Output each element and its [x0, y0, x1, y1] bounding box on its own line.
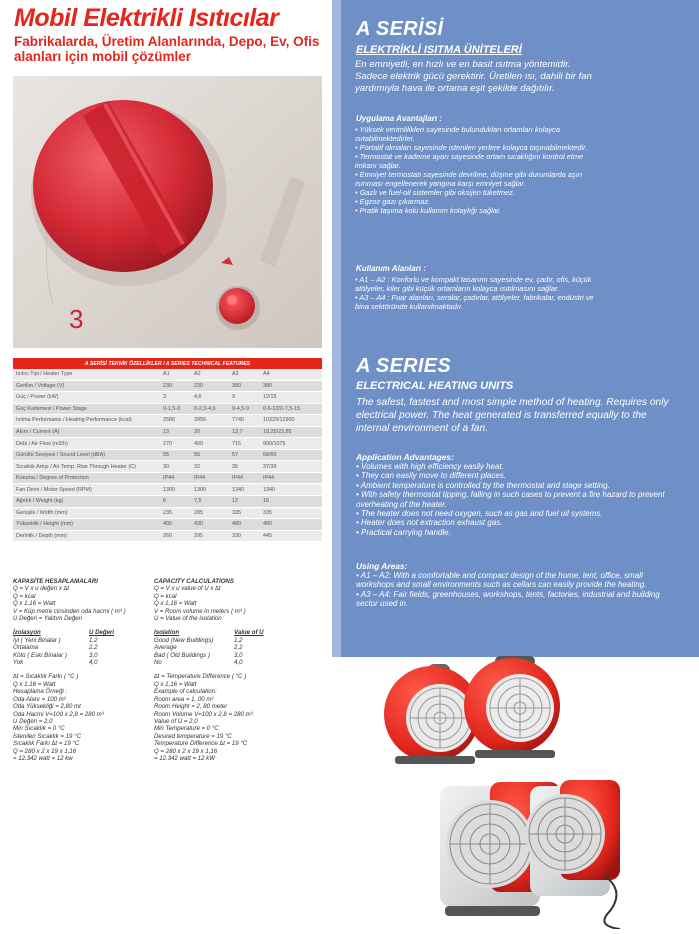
formula-line: Q = kcal: [13, 592, 36, 600]
cell-value: 400: [191, 438, 229, 450]
cell-value: 335: [260, 507, 322, 519]
list-item: • A1 – A2 : Konforlu ve kompakt tasarımı sayesinde ev, çadır, ofis, küçük atölyeler, kiler gibi küçük ortamların kolayca ısıtılmasını sağlar.: [355, 275, 592, 293]
table-row: [13, 461, 322, 473]
u-value: 4,0: [234, 659, 243, 667]
cell-value: 55: [191, 449, 229, 461]
heater-a2: [464, 656, 560, 758]
cell-value: 2580: [160, 415, 191, 427]
cell-value: 12: [229, 496, 260, 508]
u-value: 2,2: [89, 644, 98, 652]
u-value: 1,2: [234, 636, 243, 644]
cell-value: 330: [229, 530, 260, 542]
cell-value: 4,6: [191, 392, 229, 404]
tr-advantages-list: [355, 125, 595, 215]
calc-line: Oda Yüksekliği = 2,80 mt: [13, 703, 81, 711]
calc-line: Temperature Difference ∆t = 19 °C: [154, 740, 248, 748]
tr-section-intro: En emniyetli, en hızlı ve en basit ısıtma yöntemidir. Sadece elektrik gücü gerektirir. Üretilen ısı, dahili bir fan yardımıyla hava ile ortama eşit şekilde dağıtılır.: [355, 59, 592, 95]
table-row: [13, 484, 322, 496]
list-item: • Heater does not extraction exhaust gas.: [356, 518, 503, 528]
cell-value: 295: [191, 530, 229, 542]
cell-value: 1340: [229, 484, 260, 496]
panel-stripe: [332, 0, 341, 657]
list-item: • The heater does not need oxygen, such as gas and fuel oil systems.: [356, 509, 603, 519]
cell-value: 6: [160, 496, 191, 508]
iso-head-en-1: Value of U: [234, 629, 264, 637]
calc-line: Desired temperature = 19 °C: [154, 732, 232, 740]
calc-line: Sıcaklık Farkı ∆t = 19 °C: [13, 740, 80, 748]
calc-line: Q = 280 x 2 x 19 x 1,16: [154, 747, 218, 755]
cell-value: 400: [160, 519, 191, 531]
row-label: Ağırlık / Weight (kg): [13, 496, 160, 508]
cell-value: A2: [191, 369, 229, 380]
formula-line: V = Room volume in meters ( m³ ): [154, 607, 246, 615]
list-item: • Pratik taşıma kolu kullanım kolaylığı sağlar.: [355, 206, 502, 215]
u-value: 1,2: [89, 636, 98, 644]
cell-value: 3956: [191, 415, 229, 427]
cell-value: IP44: [191, 472, 229, 484]
cell-value: 55: [160, 449, 191, 461]
tr-section-subtitle: ELEKTRİKLİ ISITMA ÜNİTELERİ: [356, 44, 522, 56]
calc-line: Room Volume V=100 x 2,8 = 280 m³: [154, 710, 253, 718]
u-value: 3,0: [234, 651, 243, 659]
row-label: Güç / Power (kW): [13, 392, 160, 404]
table-row: [13, 369, 322, 380]
cell-value: 335: [229, 507, 260, 519]
en-section-title: A SERIES: [356, 355, 452, 377]
calc-line: Min Sıcaklık = 0 °C: [13, 725, 65, 733]
en-use-heading: Using Areas:: [356, 561, 408, 571]
cell-value: 35: [229, 461, 260, 473]
cell-value: 445: [260, 530, 322, 542]
calc-line: Example of calculation:: [154, 688, 217, 696]
isolation-type: Bad ( Old Buildings ): [154, 651, 210, 659]
row-label: Koruma / Degree of Protection: [13, 472, 160, 484]
list-item: • Ambient temperature is controlled by the thermostat and stage setting.: [356, 480, 610, 490]
list-item: • Portatif olmaları sayesinde istenilen yerlere kolayca taşınabilmektedir.: [355, 143, 588, 152]
calc-line: Room area = 1, 00 m²: [154, 695, 214, 703]
list-item: • Egzoz gazı çıkarmaz.: [355, 197, 431, 206]
row-label: Derinlik / Depth (mm): [13, 530, 160, 542]
formula-line: Q x 1,16 = Watt: [13, 600, 56, 608]
table-row: [13, 530, 322, 542]
cell-value: 1300: [160, 484, 191, 496]
cell-value: 13: [160, 426, 191, 438]
formula-line: U Değeri = Yalıtım Değeri: [13, 615, 83, 623]
cell-value: 285: [191, 507, 229, 519]
u-value: 2,2: [234, 644, 243, 652]
heater-products-image: [340, 656, 699, 929]
cell-value: 480: [229, 519, 260, 531]
cell-value: 16: [260, 496, 322, 508]
tr-use-heading: Kullanım Alanları :: [356, 264, 426, 273]
cell-value: 260: [160, 530, 191, 542]
cell-value: 20: [191, 426, 229, 438]
cell-value: 7740: [229, 415, 260, 427]
tr-uses-list: [355, 275, 595, 311]
capacity-calc-tr: [13, 578, 153, 762]
table-row: [13, 507, 322, 519]
formula-line: Q = V x u value of U x ∆t: [154, 585, 221, 593]
isolation-type: No: [154, 659, 162, 667]
table-row: [13, 496, 322, 508]
isolation-type: Average: [154, 644, 177, 652]
cell-value: 10320/12900: [260, 415, 322, 427]
table-row: [13, 380, 322, 392]
cell-value: 30: [160, 461, 191, 473]
iso-head-tr-1: U Değeri: [89, 629, 115, 637]
list-item: • Emniyet termostatı sayesinde devrilme, düşme gibi durumlarda aşırı ısınması engellenerek yangına karşı emniyet sağlar.: [355, 170, 583, 188]
formula-line: Q x 1,16 = Watt: [154, 600, 197, 608]
en-advantages-list: [356, 462, 668, 537]
isolation-type: Good (New Buildings): [154, 636, 214, 644]
cell-value: 235: [160, 507, 191, 519]
list-item: • They can easily move to different places.: [356, 471, 506, 481]
formula-line: V = Küp metre cinsinden oda hacmi ( m³ ): [13, 607, 126, 615]
cell-value: 37/39: [260, 461, 322, 473]
calc-line: Oda Hacmi V=100 x 2,8 = 280 m³: [13, 710, 104, 718]
capacity-calc-en: [154, 578, 324, 762]
calc-line: Q x 1,16 = Watt: [154, 680, 197, 688]
formula-line: Q = V x u değeri x ∆t: [13, 585, 70, 593]
calc-line: Q = 280 x 2 x 19 x 1,16: [13, 747, 77, 755]
dial-number: 3: [69, 304, 84, 334]
cell-value: 57: [229, 449, 260, 461]
cell-value: A1: [160, 369, 191, 380]
table-row: [13, 392, 322, 404]
calc-line: Hesaplama Örneği :: [13, 688, 68, 696]
cell-value: A4: [260, 369, 322, 380]
table-row: [13, 438, 322, 450]
table-row: [13, 403, 322, 415]
cell-value: 480: [260, 519, 322, 531]
page-subtitle: Fabrikalarda, Üretim Alanlarında, Depo, Ev, Ofis alanları için mobil çözümler: [14, 34, 320, 64]
cell-value: 3: [160, 392, 191, 404]
cell-value: IP44: [160, 472, 191, 484]
cell-value: 18,25/22,85: [260, 426, 322, 438]
row-label: Genişlik / Width (mm): [13, 507, 160, 519]
calc-line: Value of U = 2,0: [154, 717, 198, 725]
table-caption: A SERİSİ TEKNİK ÖZELLİKLER / A SERIES TECHNICAL FEATURES: [13, 358, 322, 369]
isolation-type: Kötü ( Eski Binalar ): [13, 651, 67, 659]
iso-head-en-0: Isolation: [154, 629, 180, 637]
row-label: Gerilim / Voltage (V): [13, 380, 160, 392]
table-row: [13, 449, 322, 461]
cell-value: IP44: [260, 472, 322, 484]
en-adv-heading: Application Advantages:: [356, 452, 454, 462]
cell-value: 900/1075: [260, 438, 322, 450]
u-value: 3,0: [89, 651, 98, 659]
cell-value: 430: [191, 519, 229, 531]
calc-line: Q x 1,16 = Watt: [13, 680, 56, 688]
isolation-type: İyi ( Yeni Binalar ): [13, 636, 61, 644]
list-item: • Practical carrying handle.: [356, 527, 451, 537]
cell-value: 13,7: [229, 426, 260, 438]
row-label: Sıcaklık Artışı / Air Temp. Rise Through Heater (C): [13, 461, 160, 473]
cell-value: 1300: [191, 484, 229, 496]
cell-value: IP44: [229, 472, 260, 484]
row-label: Debi / Air Flow (m3/h): [13, 438, 160, 450]
list-item: • A3 – A4: Fair fields, greenhouses, workshops, tents, factories, industrial and building sector used in.: [356, 589, 660, 609]
capacity-heading-tr: KAPASİTE HESAPLAMALARI: [13, 578, 98, 585]
row-label: Fan Devri / Motor Speed (RPM): [13, 484, 160, 496]
formula-line: Q = kcal: [154, 592, 177, 600]
en-uses-list: [356, 571, 668, 609]
tr-section-title: A SERİSİ: [356, 18, 444, 40]
isolation-type: Ortalama: [13, 644, 39, 652]
cell-value: 0-2,3-4,6: [191, 403, 229, 415]
list-item: • A3 – A4 : Fuar alanları, seralar, çadırlar, atölyeler, fabrikalar, endüstri ve bina sektöründe kullanılmaktadır.: [355, 293, 594, 311]
cell-value: 58/60: [260, 449, 322, 461]
list-item: • Termostat ve kademe ayarı sayesinde ortam sıcaklığını kontrol etme imkanı sağlar.: [355, 152, 584, 170]
cell-value: 9: [229, 392, 260, 404]
table-row: [13, 415, 322, 427]
iso-head-tr-0: İzolasyon: [13, 629, 41, 637]
calc-line: Room Height = 2, 80 meter: [154, 703, 228, 711]
page-title: Mobil Elektrikli Isıtıcılar: [14, 4, 279, 32]
cell-value: 380: [260, 380, 322, 392]
cell-value: 230: [160, 380, 191, 392]
cell-value: 12/15: [260, 392, 322, 404]
list-item: • A1 – A2: With a comfortable and compact design of the home, tent, office, small workshops and small environments such as cellars can easily provide the heating.: [356, 571, 647, 590]
heater-knob-photo: [13, 76, 322, 348]
row-label: Isıtıcı Tipi / Heater Type: [13, 369, 160, 380]
en-section-intro: The safest, fastest and most simple method of heating. Requires only electrical power. The heat generated is transferred equally to the internal environment of a fan.: [356, 397, 669, 434]
calc-line: İstenilen Sıcaklık = 19 °C: [13, 732, 81, 740]
cell-value: 0-4,5-9: [229, 403, 260, 415]
cell-value: 0-6-12/0-7,5-15: [260, 403, 322, 415]
heater-a4: [525, 780, 620, 929]
cell-value: 230: [191, 380, 229, 392]
list-item: • Gazlı ve fuel-oil sistemler gibi oksijen tüketmez.: [355, 188, 515, 197]
cell-value: A3: [229, 369, 260, 380]
tr-adv-heading: Uygulama Avantajları :: [356, 114, 442, 123]
cell-value: 1340: [260, 484, 322, 496]
list-item: • Volumes with high efficiency easily heat.: [356, 462, 504, 471]
cell-value: 715: [229, 438, 260, 450]
list-item: • Yüksek verimlilikleri sayesinde bulundukları ortamları kolayca ısıtabilmektedirler.: [355, 125, 560, 143]
table-row: [13, 519, 322, 531]
calc-line: ∆t = Sıcaklık Farkı ( °C ): [13, 673, 79, 681]
calc-line: Oda Alanı = 100 m²: [13, 695, 66, 703]
cell-value: 0-1,5-3: [160, 403, 191, 415]
en-section-subtitle: ELECTRICAL HEATING UNITS: [356, 380, 514, 392]
calc-line: ∆t = Temperature Difference ( °C ): [154, 673, 247, 681]
cell-value: 270: [160, 438, 191, 450]
cell-value: 380: [229, 380, 260, 392]
list-item: • With safety thermostat tipping, falling in such cases to prevent a fire hazard to prevent overheating of the heater.: [356, 490, 665, 509]
calc-line: Min Temperature = 0 °C: [154, 725, 219, 733]
formula-line: U = Value of the isolation: [154, 615, 222, 623]
table-row: [13, 426, 322, 438]
row-label: Isıtma Performansı / Heating Performance (kcal): [13, 415, 160, 427]
cell-value: 7,5: [191, 496, 229, 508]
calc-line: U Değeri = 2,0: [13, 717, 53, 725]
isolation-type: Yok: [13, 659, 24, 667]
u-value: 4,0: [89, 659, 98, 667]
row-label: Gürültü Seviyesi / Sound Level (dBA): [13, 449, 160, 461]
calc-line: = 12.342 watt = 12 kw: [13, 754, 73, 762]
table-row: [13, 472, 322, 484]
calc-line: = 12.342 watt = 12 kW: [154, 754, 215, 762]
row-label: Güç Kademesi / Power Stage: [13, 403, 160, 415]
info-panel: [332, 0, 699, 657]
row-label: Akım / Current (A): [13, 426, 160, 438]
capacity-heading-en: CAPACITY CALCULATIONS: [154, 578, 234, 585]
table-body: [13, 369, 322, 542]
row-label: Yükseklik / Height (mm): [13, 519, 160, 531]
technical-features-table: [13, 358, 322, 542]
cell-value: 32: [191, 461, 229, 473]
